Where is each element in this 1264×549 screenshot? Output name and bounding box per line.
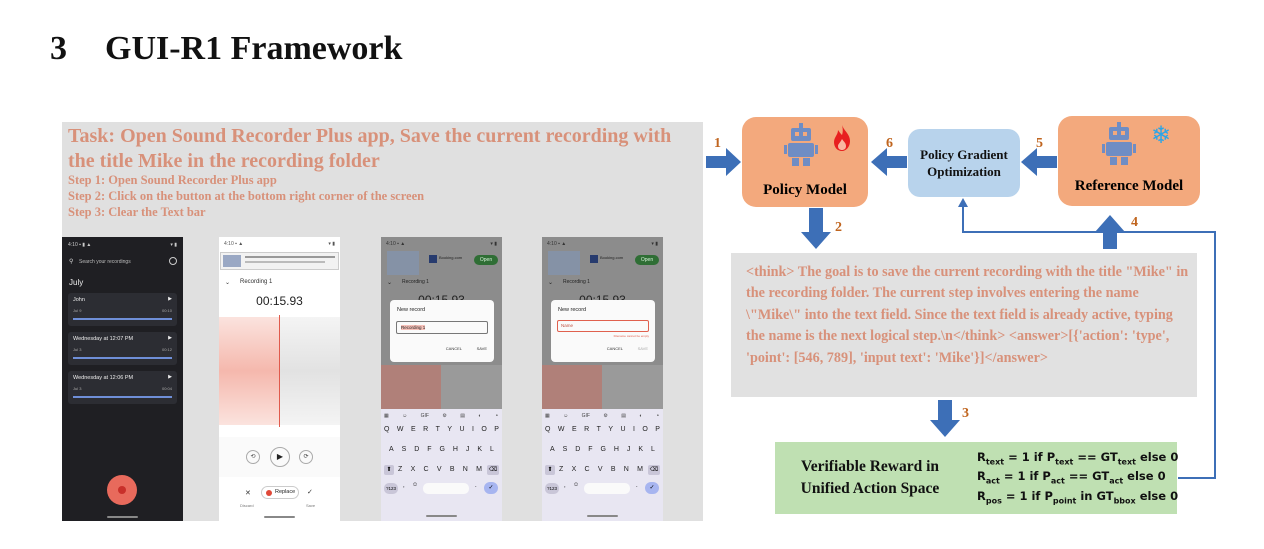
status-icons: ▾ ▮ <box>490 241 497 247</box>
back-chevron-icon[interactable]: ⌄ <box>548 280 554 286</box>
search-recordings[interactable]: Search your recordings <box>79 259 131 265</box>
section-title: GUI-R1 Framework <box>105 30 403 67</box>
key-x[interactable]: X <box>410 466 416 473</box>
emoji-icon[interactable]: ☺ <box>563 413 569 419</box>
reward-rule-text <box>977 450 1178 466</box>
key-q[interactable]: Q <box>545 426 551 433</box>
recording-date: Jul 9 <box>73 308 82 313</box>
key-e[interactable]: E <box>410 426 416 433</box>
save-check-icon[interactable]: ✓ <box>307 489 313 496</box>
key-l[interactable]: L <box>490 446 494 453</box>
recording-name: Wednesday at 12:06 PM <box>73 375 134 381</box>
status-bar: 4:10 ▪ ▲ <box>224 241 244 247</box>
key-s[interactable]: S <box>401 446 407 453</box>
save-button[interactable]: SAVE <box>476 346 487 351</box>
key-d[interactable]: D <box>414 446 420 453</box>
flame-icon <box>832 125 852 151</box>
key-c[interactable]: C <box>584 466 590 473</box>
cancel-button[interactable]: CANCEL <box>445 346 462 351</box>
palette-icon[interactable]: ◐ <box>478 413 482 419</box>
policy-gradient-label: Policy Gradient Optimization <box>920 147 1008 179</box>
reward-mid: = 1 if P <box>1004 450 1056 464</box>
emoji-key-icon[interactable]: ☺ <box>412 482 419 488</box>
key-n[interactable]: N <box>623 466 629 473</box>
shift-key-icon[interactable]: ⬆ <box>384 465 394 475</box>
key-u[interactable]: U <box>620 426 626 433</box>
reward-eq: == GT <box>1064 469 1110 483</box>
key-h[interactable]: H <box>613 446 619 453</box>
task-title: Task: Open Sound Recorder Plus app, Save the current recording with the title Mike in the recording folder <box>68 125 672 172</box>
dialog-title: New record <box>397 307 426 313</box>
pred-sub: point <box>1052 496 1077 506</box>
status-bar: 4:10 ▪ ▲ <box>386 241 406 247</box>
play-icon[interactable]: ▶ <box>168 374 172 380</box>
reward-sub: text <box>985 457 1005 467</box>
key-o[interactable]: O <box>481 426 487 433</box>
key-c[interactable]: C <box>423 466 429 473</box>
recording-duration: 00:12 <box>161 347 172 352</box>
reward-sub: act <box>985 476 1000 486</box>
play-icon[interactable]: ▶ <box>168 335 172 341</box>
recording-date: Jul 3 <box>73 347 82 352</box>
recording-duration: 00:04 <box>161 386 172 391</box>
key-h[interactable]: H <box>452 446 458 453</box>
recording-duration: 00:10 <box>161 308 172 313</box>
ad-open-button[interactable]: Open <box>474 255 498 265</box>
reward-end: else 0 <box>1123 469 1166 483</box>
reward-eq: == GT <box>1073 450 1118 464</box>
key-e[interactable]: E <box>571 426 577 433</box>
key-r[interactable]: R <box>423 426 429 433</box>
step-label-4: 4 <box>1131 215 1138 230</box>
key-m[interactable]: M <box>637 466 643 473</box>
status-icons: ▾ ▮ <box>651 241 658 247</box>
arrow-5 <box>1021 148 1057 176</box>
search-icon[interactable]: ⚲ <box>69 259 74 265</box>
reward-eq: in GT <box>1076 489 1114 503</box>
mic-icon[interactable]: ⚬ <box>655 413 660 419</box>
status-bar: 4:10 ▪ ▲ <box>547 241 567 247</box>
error-message: Filename cannot be empty <box>613 334 649 338</box>
key-f[interactable]: F <box>588 446 593 453</box>
ad-brand: Booking.com <box>600 255 624 260</box>
gt-sub: text <box>1117 457 1136 467</box>
key-a[interactable]: A <box>389 446 394 453</box>
comma-key[interactable]: , <box>403 483 405 489</box>
key-k[interactable]: K <box>638 446 644 453</box>
pred-sub: act <box>1050 476 1065 486</box>
pred-sub: text <box>1055 457 1074 467</box>
back-chevron-icon[interactable]: ⌄ <box>225 280 231 286</box>
key-g[interactable]: G <box>439 446 445 453</box>
reward-mid: = 1 if P <box>999 469 1051 483</box>
symbols-key[interactable]: ?123 <box>545 483 559 494</box>
policy-gradient-box <box>908 129 1020 197</box>
key-i[interactable]: I <box>632 426 635 433</box>
reward-end: else 0 <box>1135 450 1179 464</box>
reward-rule-action <box>977 469 1166 485</box>
snowflake-icon: ❄ <box>1151 123 1172 149</box>
step-label-5: 5 <box>1036 136 1043 151</box>
name-input-value: Recording 1 <box>401 325 426 330</box>
key-v[interactable]: V <box>597 466 603 473</box>
key-x[interactable]: X <box>571 466 577 473</box>
period-key[interactable]: . <box>475 483 477 489</box>
key-m[interactable]: M <box>476 466 482 473</box>
key-z[interactable]: Z <box>559 466 564 473</box>
reference-model-box <box>1058 116 1200 206</box>
key-k[interactable]: K <box>477 446 483 453</box>
key-i[interactable]: I <box>471 426 474 433</box>
replace-label: Replace <box>275 489 296 495</box>
reward-rule-position <box>977 489 1178 505</box>
step-label-3: 3 <box>962 406 969 421</box>
key-v[interactable]: V <box>436 466 442 473</box>
key-f[interactable]: F <box>427 446 432 453</box>
rewind-icon[interactable]: ⟲ <box>246 450 260 464</box>
task-step-3: Step 3: Clear the Text bar <box>68 205 206 219</box>
status-icons: ▾ ▮ <box>170 242 177 248</box>
arrow-1 <box>706 148 741 176</box>
discard-label: Discard <box>240 503 254 508</box>
key-t[interactable]: T <box>596 426 601 433</box>
reward-mid: = 1 if P <box>1001 489 1053 503</box>
reward-end: else 0 <box>1135 489 1179 503</box>
status-bar: 4:10 ▪ ▮ ▲ <box>68 242 92 248</box>
clipboard-icon[interactable]: ▤ <box>621 413 626 419</box>
shift-key-icon[interactable]: ⬆ <box>545 465 555 475</box>
key-g[interactable]: G <box>600 446 606 453</box>
model-output-text: <think> The goal is to save the current recording with the title "Mike" in the recording folder. The current step involves entering the name \"Mike\" into the text field. Since the text field is already active, typing the name is the next logical step.\n</think> <answer>[{'action': 'type', 'point': [546, 789], 'input text': 'Mike'}]</answer> <box>746 264 1189 366</box>
period-key[interactable]: . <box>636 483 638 489</box>
key-p[interactable]: P <box>494 426 499 433</box>
key-w[interactable]: W <box>557 426 565 433</box>
save-label: Save <box>306 503 316 508</box>
recording-name: Wednesday at 12:07 PM <box>73 336 134 342</box>
step-label-6: 6 <box>886 136 893 151</box>
key-y[interactable]: Y <box>608 426 614 433</box>
robot-icon <box>1102 122 1138 166</box>
key-s[interactable]: S <box>562 446 568 453</box>
key-y[interactable]: Y <box>447 426 453 433</box>
apps-icon[interactable]: ▦ <box>545 413 550 419</box>
play-icon[interactable]: ▶ <box>270 447 290 467</box>
status-icons: ▾ ▮ <box>328 241 335 247</box>
task-step-2: Step 2: Click on the button at the bottom right corner of the screen <box>68 189 425 203</box>
reward-sub: pos <box>985 496 1002 506</box>
reference-model-label: Reference Model <box>1074 178 1184 194</box>
dialog-title: New record <box>558 307 587 313</box>
reward-title: Verifiable Reward in Unified Action Space <box>800 458 940 497</box>
cancel-button[interactable]: CANCEL <box>606 346 623 351</box>
recording-time: 00:15.93 <box>256 294 303 308</box>
name-input-placeholder: Name <box>561 323 574 328</box>
step-label-1: 1 <box>714 136 721 151</box>
policy-model-box <box>742 117 868 207</box>
arrow-3 <box>930 400 960 437</box>
emoji-icon[interactable]: ☺ <box>402 413 408 419</box>
play-icon[interactable]: ▶ <box>168 296 172 302</box>
palette-icon[interactable]: ◐ <box>639 413 643 419</box>
robot-icon <box>784 123 820 167</box>
key-o[interactable]: O <box>642 426 648 433</box>
gt-sub: act <box>1109 476 1124 486</box>
recording-name: John <box>73 297 85 303</box>
key-a[interactable]: A <box>550 446 555 453</box>
gif-icon[interactable]: GIF <box>420 413 429 419</box>
enter-check-icon[interactable]: ✓ <box>484 482 498 494</box>
arrow-6 <box>871 148 907 176</box>
gif-icon[interactable]: GIF <box>581 413 590 419</box>
reward-symbol: R <box>977 489 986 503</box>
key-l[interactable]: L <box>651 446 655 453</box>
recording-title: Recording 1 <box>563 279 590 285</box>
arrow-2 <box>801 208 831 249</box>
step-label-2: 2 <box>835 220 842 235</box>
discard-icon[interactable]: ✕ <box>245 490 251 497</box>
key-q[interactable]: Q <box>384 426 390 433</box>
ad-brand: Booking.com <box>439 255 463 260</box>
comma-key[interactable]: , <box>564 483 566 489</box>
mic-icon[interactable]: ⚬ <box>494 413 499 419</box>
key-b[interactable]: B <box>449 466 455 473</box>
key-j[interactable]: J <box>465 446 470 453</box>
backspace-icon[interactable]: ⌫ <box>649 467 659 473</box>
back-chevron-icon[interactable]: ⌄ <box>387 280 393 286</box>
key-z[interactable]: Z <box>398 466 403 473</box>
key-d[interactable]: D <box>575 446 581 453</box>
key-n[interactable]: N <box>462 466 468 473</box>
settings-icon[interactable]: ⚙ <box>603 413 608 419</box>
key-u[interactable]: U <box>459 426 465 433</box>
settings-icon[interactable]: ⚙ <box>442 413 447 419</box>
symbols-key[interactable]: ?123 <box>384 483 398 494</box>
recording-title: Recording 1 <box>240 279 273 285</box>
save-button[interactable]: SAVE <box>637 346 648 351</box>
ad-open-button[interactable]: Open <box>635 255 659 265</box>
recording-date: Jul 3 <box>73 386 82 391</box>
key-t[interactable]: T <box>435 426 440 433</box>
backspace-icon[interactable]: ⌫ <box>488 467 498 473</box>
key-b[interactable]: B <box>610 466 616 473</box>
clipboard-icon[interactable]: ▤ <box>460 413 465 419</box>
reward-symbol: R <box>977 469 986 483</box>
key-w[interactable]: W <box>396 426 404 433</box>
month-label: July <box>69 278 84 287</box>
apps-icon[interactable]: ▦ <box>384 413 389 419</box>
recording-title: Recording 1 <box>402 279 429 285</box>
key-p[interactable]: P <box>655 426 660 433</box>
emoji-key-icon[interactable]: ☺ <box>573 482 580 488</box>
section-number: 3 <box>50 30 67 67</box>
enter-check-icon[interactable]: ✓ <box>645 482 659 494</box>
key-r[interactable]: R <box>584 426 590 433</box>
reward-symbol: R <box>977 450 986 464</box>
task-step-1: Step 1: Open Sound Recorder Plus app <box>68 173 277 187</box>
forward-icon[interactable]: ⟳ <box>299 450 313 464</box>
policy-model-label: Policy Model <box>763 182 847 198</box>
gt-sub: bbox <box>1113 496 1136 506</box>
key-j[interactable]: J <box>626 446 631 453</box>
feedback-arrowhead <box>958 198 968 207</box>
